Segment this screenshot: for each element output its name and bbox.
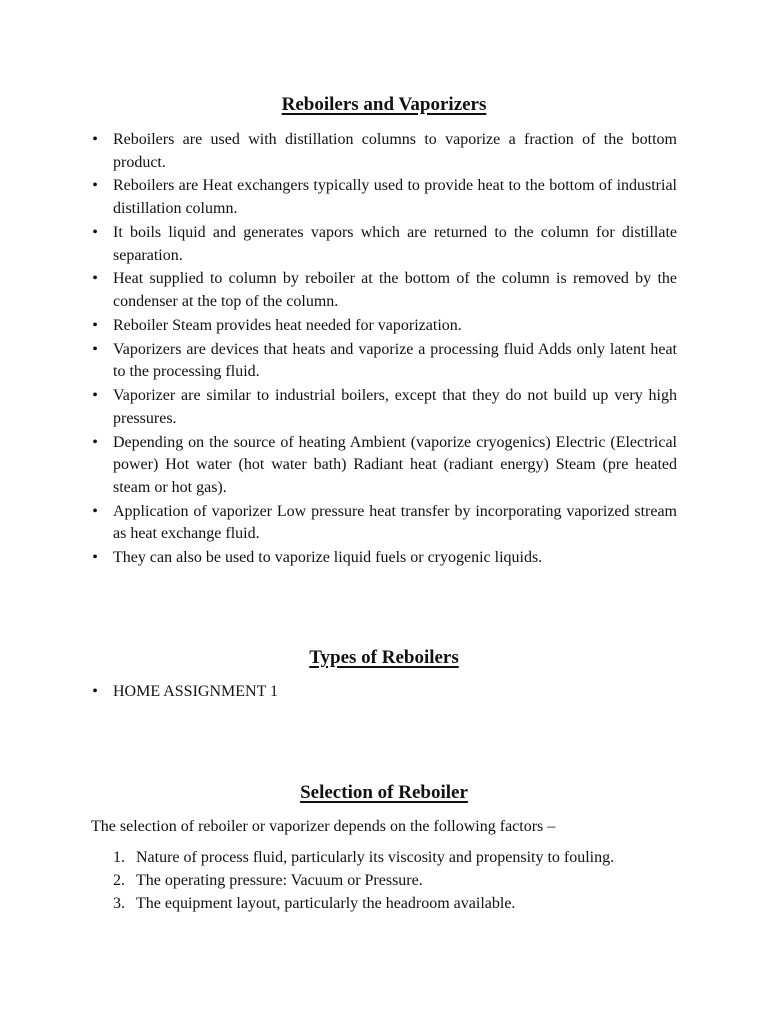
- list-item-text: Application of vaporizer Low pressure heat transfer by incorporating vaporized stream as heat exchange fluid.: [113, 502, 677, 543]
- heading-text: Types of Reboilers: [309, 647, 459, 668]
- list-item-text: Reboilers are Heat exchangers typically used to provide heat to the bottom of industrial distillation column.: [113, 177, 677, 218]
- list-item: [0, 547, 768, 570]
- list-item-text: Heat supplied to column by reboiler at the bottom of the column is removed by the condenser at the top of the column.: [113, 270, 677, 311]
- list-item: [0, 385, 768, 430]
- bullet-list-reboilers: [0, 129, 768, 571]
- heading-text: Reboilers and Vaporizers: [281, 94, 487, 115]
- numbered-list-factors: [0, 847, 768, 916]
- list-item: [0, 432, 768, 500]
- list-item-text: The equipment layout, particularly the headroom available.: [136, 895, 516, 913]
- bullet-icon: •: [92, 340, 98, 358]
- list-number: 1.: [113, 849, 125, 866]
- bullet-icon: •: [92, 683, 98, 700]
- list-item-text: They can also be used to vaporize liquid fuels or cryogenic liquids.: [113, 549, 543, 567]
- list-item: [0, 175, 768, 220]
- list-item-text: Vaporizers are devices that heats and vaporize a processing fluid Adds only latent heat to the processing fluid.: [113, 340, 677, 381]
- list-item-text: The operating pressure: Vacuum or Pressure.: [136, 872, 423, 890]
- list-item: [0, 681, 768, 704]
- list-item-text: Nature of process fluid, particularly its viscosity and propensity to fouling.: [136, 849, 615, 866]
- section-heading-types-of-reboilers: [0, 646, 768, 670]
- bullet-icon: •: [92, 177, 98, 195]
- list-item-text: It boils liquid and generates vapors which are returned to the column for distillate separation.: [113, 223, 677, 264]
- list-item: [0, 870, 768, 893]
- section-heading-reboilers-and-vaporizers: [0, 93, 768, 117]
- list-item: [0, 339, 768, 384]
- list-item: [0, 129, 768, 174]
- list-item: [0, 847, 768, 870]
- intro-paragraph: The selection of reboiler or vaporizer depends on the following factors –: [91, 818, 556, 835]
- list-item-text: HOME ASSIGNMENT 1: [113, 683, 279, 700]
- list-item: [0, 222, 768, 267]
- bullet-icon: •: [92, 223, 98, 241]
- list-item-text: Vaporizer are similar to industrial boilers, except that they do not build up very high pressures.: [113, 387, 677, 427]
- section-heading-selection-of-reboiler: [0, 781, 768, 805]
- bullet-icon: •: [92, 270, 98, 288]
- list-item: [0, 315, 768, 338]
- list-item-text: Reboilers are used with distillation columns to vaporize a fraction of the bottom product.: [113, 131, 677, 171]
- heading-text: Selection of Reboiler: [300, 782, 468, 803]
- bullet-icon: •: [92, 131, 98, 148]
- list-item: [0, 501, 768, 546]
- bullet-icon: •: [92, 502, 98, 520]
- list-item-text: Depending on the source of heating Ambient (vaporize cryogenics) Electric (Electrical power) Hot water (hot water bath) Radiant heat (radiant energy) Steam (pre heated steam or hot gas).: [113, 433, 677, 496]
- list-number: 2.: [113, 872, 125, 890]
- bullet-list-types: [0, 681, 768, 705]
- bullet-icon: •: [92, 433, 98, 451]
- bullet-icon: •: [92, 387, 98, 405]
- bullet-icon: •: [92, 316, 98, 334]
- list-item: [0, 268, 768, 313]
- bullet-icon: •: [92, 549, 98, 567]
- list-number: 3.: [113, 895, 125, 913]
- list-item: [0, 893, 768, 916]
- list-item-text: Reboiler Steam provides heat needed for vaporization.: [113, 316, 462, 334]
